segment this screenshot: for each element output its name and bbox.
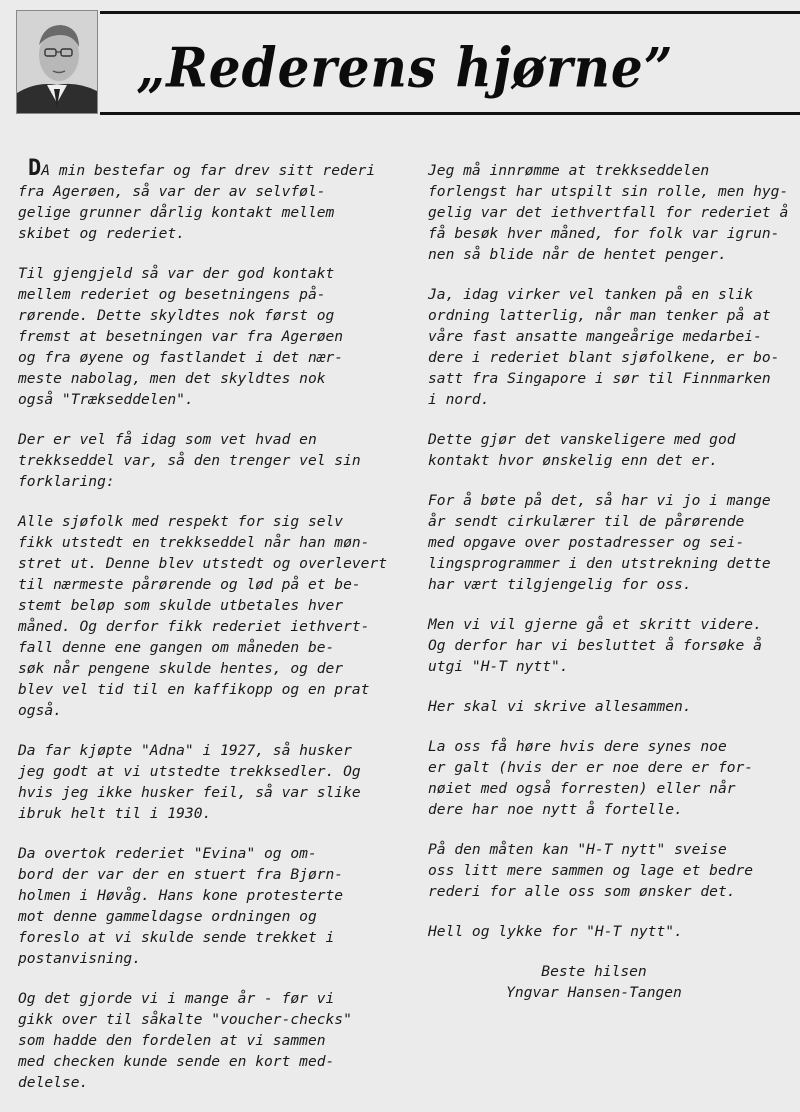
closing-greeting: Beste hilsen: [541, 963, 647, 980]
article-header: [0, 0, 800, 120]
paragraph: Da overtok rederiet "Evina" og om- bord der var der en stuert fra Bjørn- holmen i Høvåg. Hans kone protesterte mot denne gammeldagse ordningen og foreslo at vi skulde sende trekket i postanvisning.: [18, 845, 344, 967]
paragraph: Hell og lykke for "H-T nytt".: [428, 923, 683, 940]
intro-text: A min bestefar og far drev sitt rederi fra Agerøen, så var der av selvføl- gelige grunner dårlig kontakt mellem skibet og rederiet.: [18, 162, 376, 242]
paragraph: La oss få høre hvis dere synes noe er galt (hvis der er noe dere er for- nøiet med også forresten) eller når dere har noe nytt å fortelle.: [428, 738, 754, 818]
paragraph: Alle sjøfolk med respekt for sig selv fikk utstedt en trekkseddel når han møn- stret ut. Denne blev utstedt og overlevert til nærmeste pårørende og lød på et be- stemt beløp som skulde utbetales hver måned. Og derfor fikk rederiet iethvert- fall denne ene gangen om måneden be- søk når pengene skulde hentes, og der blev vel tid til en kaffikopp og en prat også.: [18, 513, 388, 719]
paragraph: Der er vel få idag som vet hvad en trekkseddel var, så den trenger vel sin forklaring:: [18, 431, 361, 490]
paragraph-intro: [18, 156, 393, 244]
paragraph: Og det gjorde vi i mange år - før vi gikk over til såkalte "voucher-checks" som hadde den fordelen at vi sammen med checken kunde sende en kort med- delelse.: [18, 990, 352, 1091]
paragraph: Her skal vi skrive allesammen.: [428, 698, 692, 715]
paragraph: For å bøte på det, så har vi jo i mange år sendt cirkulærer til de pårørende med opgave over postadresser og sei- lingsprogrammer i den utstrekning dette har vært tilgjengelig for oss.: [428, 492, 771, 593]
left-column: [18, 156, 393, 1112]
paragraph: Ja, idag virker vel tanken på en slik ordning latterlig, når man tenker på at våre fast ansatte mangeårige medarbei- dere i rederiet blant sjøfolkene, er bo- satt fra Singapore i sør til Finnmarken i nord.: [428, 286, 780, 408]
paragraph: Men vi vil gjerne gå et skritt videre. Og derfor har vi besluttet å forsøke å utgi "H-T nytt".: [428, 616, 762, 675]
portrait-image: [17, 11, 97, 113]
author-signature: Yngvar Hansen-Tangen: [506, 984, 682, 1001]
right-column: [428, 160, 800, 1022]
article-title: „Rederens hjørne”: [136, 35, 674, 100]
paragraph: På den måten kan "H-T nytt" sveise oss litt mere sammen og lage et bedre rederi for alle oss som ønsker det.: [428, 841, 754, 900]
header-bottom-rule: [100, 112, 800, 115]
author-portrait-photo: [16, 10, 98, 114]
paragraph: Til gjengjeld så var der god kontakt mellem rederiet og besetningens på- rørende. Dette skyldtes nok først og fremst at besetningen var fra Agerøen og fra øyene og fastlandet i det nær- meste nabolag, men det skyldtes nok også "Trækseddelen".: [18, 265, 344, 408]
paragraph: Dette gjør det vanskeligere med god kontakt hvor ønskelig enn det er.: [428, 431, 736, 469]
drop-cap: D: [28, 156, 42, 181]
paragraph: Da far kjøpte "Adna" i 1927, så husker jeg godt at vi utstedte trekksedler. Og hvis jeg ikke husker feil, så var slike ibruk helt til i 1930.: [18, 742, 361, 822]
paragraph: Jeg må innrømme at trekkseddelen forlengst har utspilt sin rolle, men hyg- gelig var det iethvertfall for rederiet å få besøk hver måned, for folk var igrun- nen så blide når de hentet penger.: [428, 162, 789, 263]
header-top-rule: [100, 11, 800, 14]
